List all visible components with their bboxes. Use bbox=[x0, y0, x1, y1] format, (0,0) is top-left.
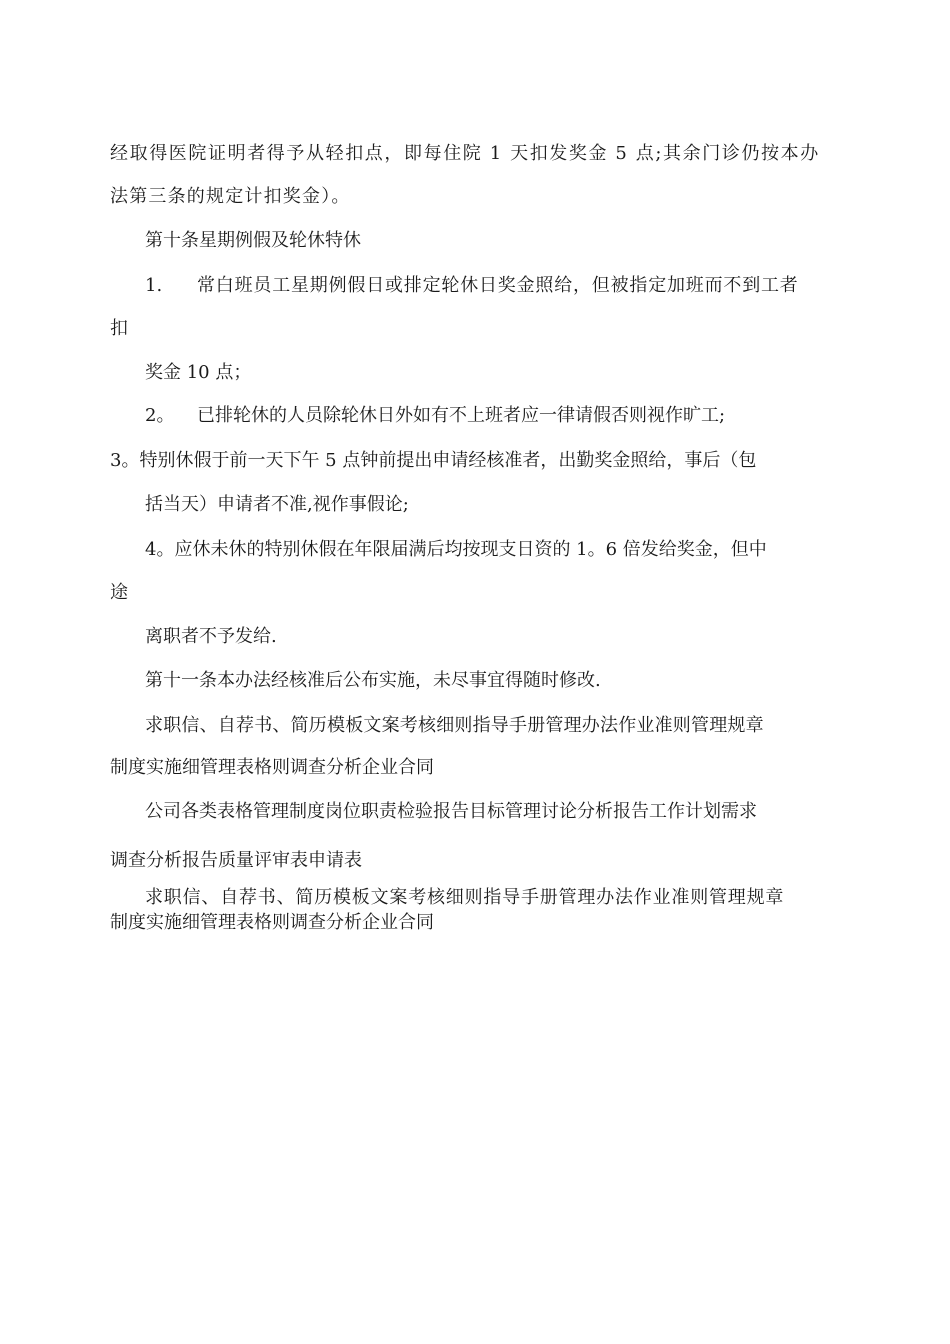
footer-line-5: 求职信、自荐书、简历模板文案考核细则指导手册管理办法作业准则管理规章 bbox=[145, 887, 785, 908]
footer-line-2: 制度实施细管理表格则调查分析企业合同 bbox=[110, 757, 434, 778]
footer-line-3: 公司各类表格管理制度岗位职责检验报告目标管理讨论分析报告工作计划需求 bbox=[145, 801, 757, 822]
article-11-text: 第十一条本办法经核准后公布实施，未尽事宜得随时修改. bbox=[145, 670, 601, 691]
article-10-heading: 第十条星期例假及轮休特休 bbox=[145, 230, 361, 251]
item-4-continuation: 途 bbox=[110, 582, 128, 603]
item-1-text: 常白班员工星期例假日或排定轮休日奖金照给，但被指定加班而不到工者 bbox=[197, 275, 799, 296]
footer-line-1: 求职信、自荐书、简历模板文案考核细则指导手册管理办法作业准则管理规章 bbox=[145, 715, 764, 736]
footer-line-4: 调查分析报告质量评审表申请表 bbox=[110, 850, 362, 871]
item-1-continuation: 扣 bbox=[110, 318, 128, 339]
item-1-continuation-2: 奖金 10 点； bbox=[145, 362, 252, 383]
item-3-text: 3。特别休假于前一天下午 5 点钟前提出申请经核准者，出勤奖金照给，事后（包 bbox=[110, 450, 757, 471]
item-4-text: 4。应休未休的特别休假在年限届满后均按现支日资的 1。6 倍发给奖金，但中 bbox=[145, 539, 767, 560]
item-2-number: 2。 bbox=[145, 405, 175, 426]
paragraph-line-2: 法第三条的规定计扣奖金）。 bbox=[110, 186, 351, 207]
paragraph-line-1: 经取得医院证明者得予从轻扣点，即每住院 1 天扣发奖金 5 点;其余门诊仍按本办 bbox=[110, 143, 820, 164]
item-3-continuation: 括当天）申请者不准,视作事假论; bbox=[145, 494, 409, 515]
footer-line-6: 制度实施细管理表格则调查分析企业合同 bbox=[110, 912, 434, 933]
item-4-continuation-2: 离职者不予发给. bbox=[145, 626, 277, 647]
item-1-number: 1. bbox=[145, 275, 163, 296]
item-2-text: 已排轮休的人员除轮休日外如有不上班者应一律请假否则视作旷工; bbox=[197, 405, 726, 426]
